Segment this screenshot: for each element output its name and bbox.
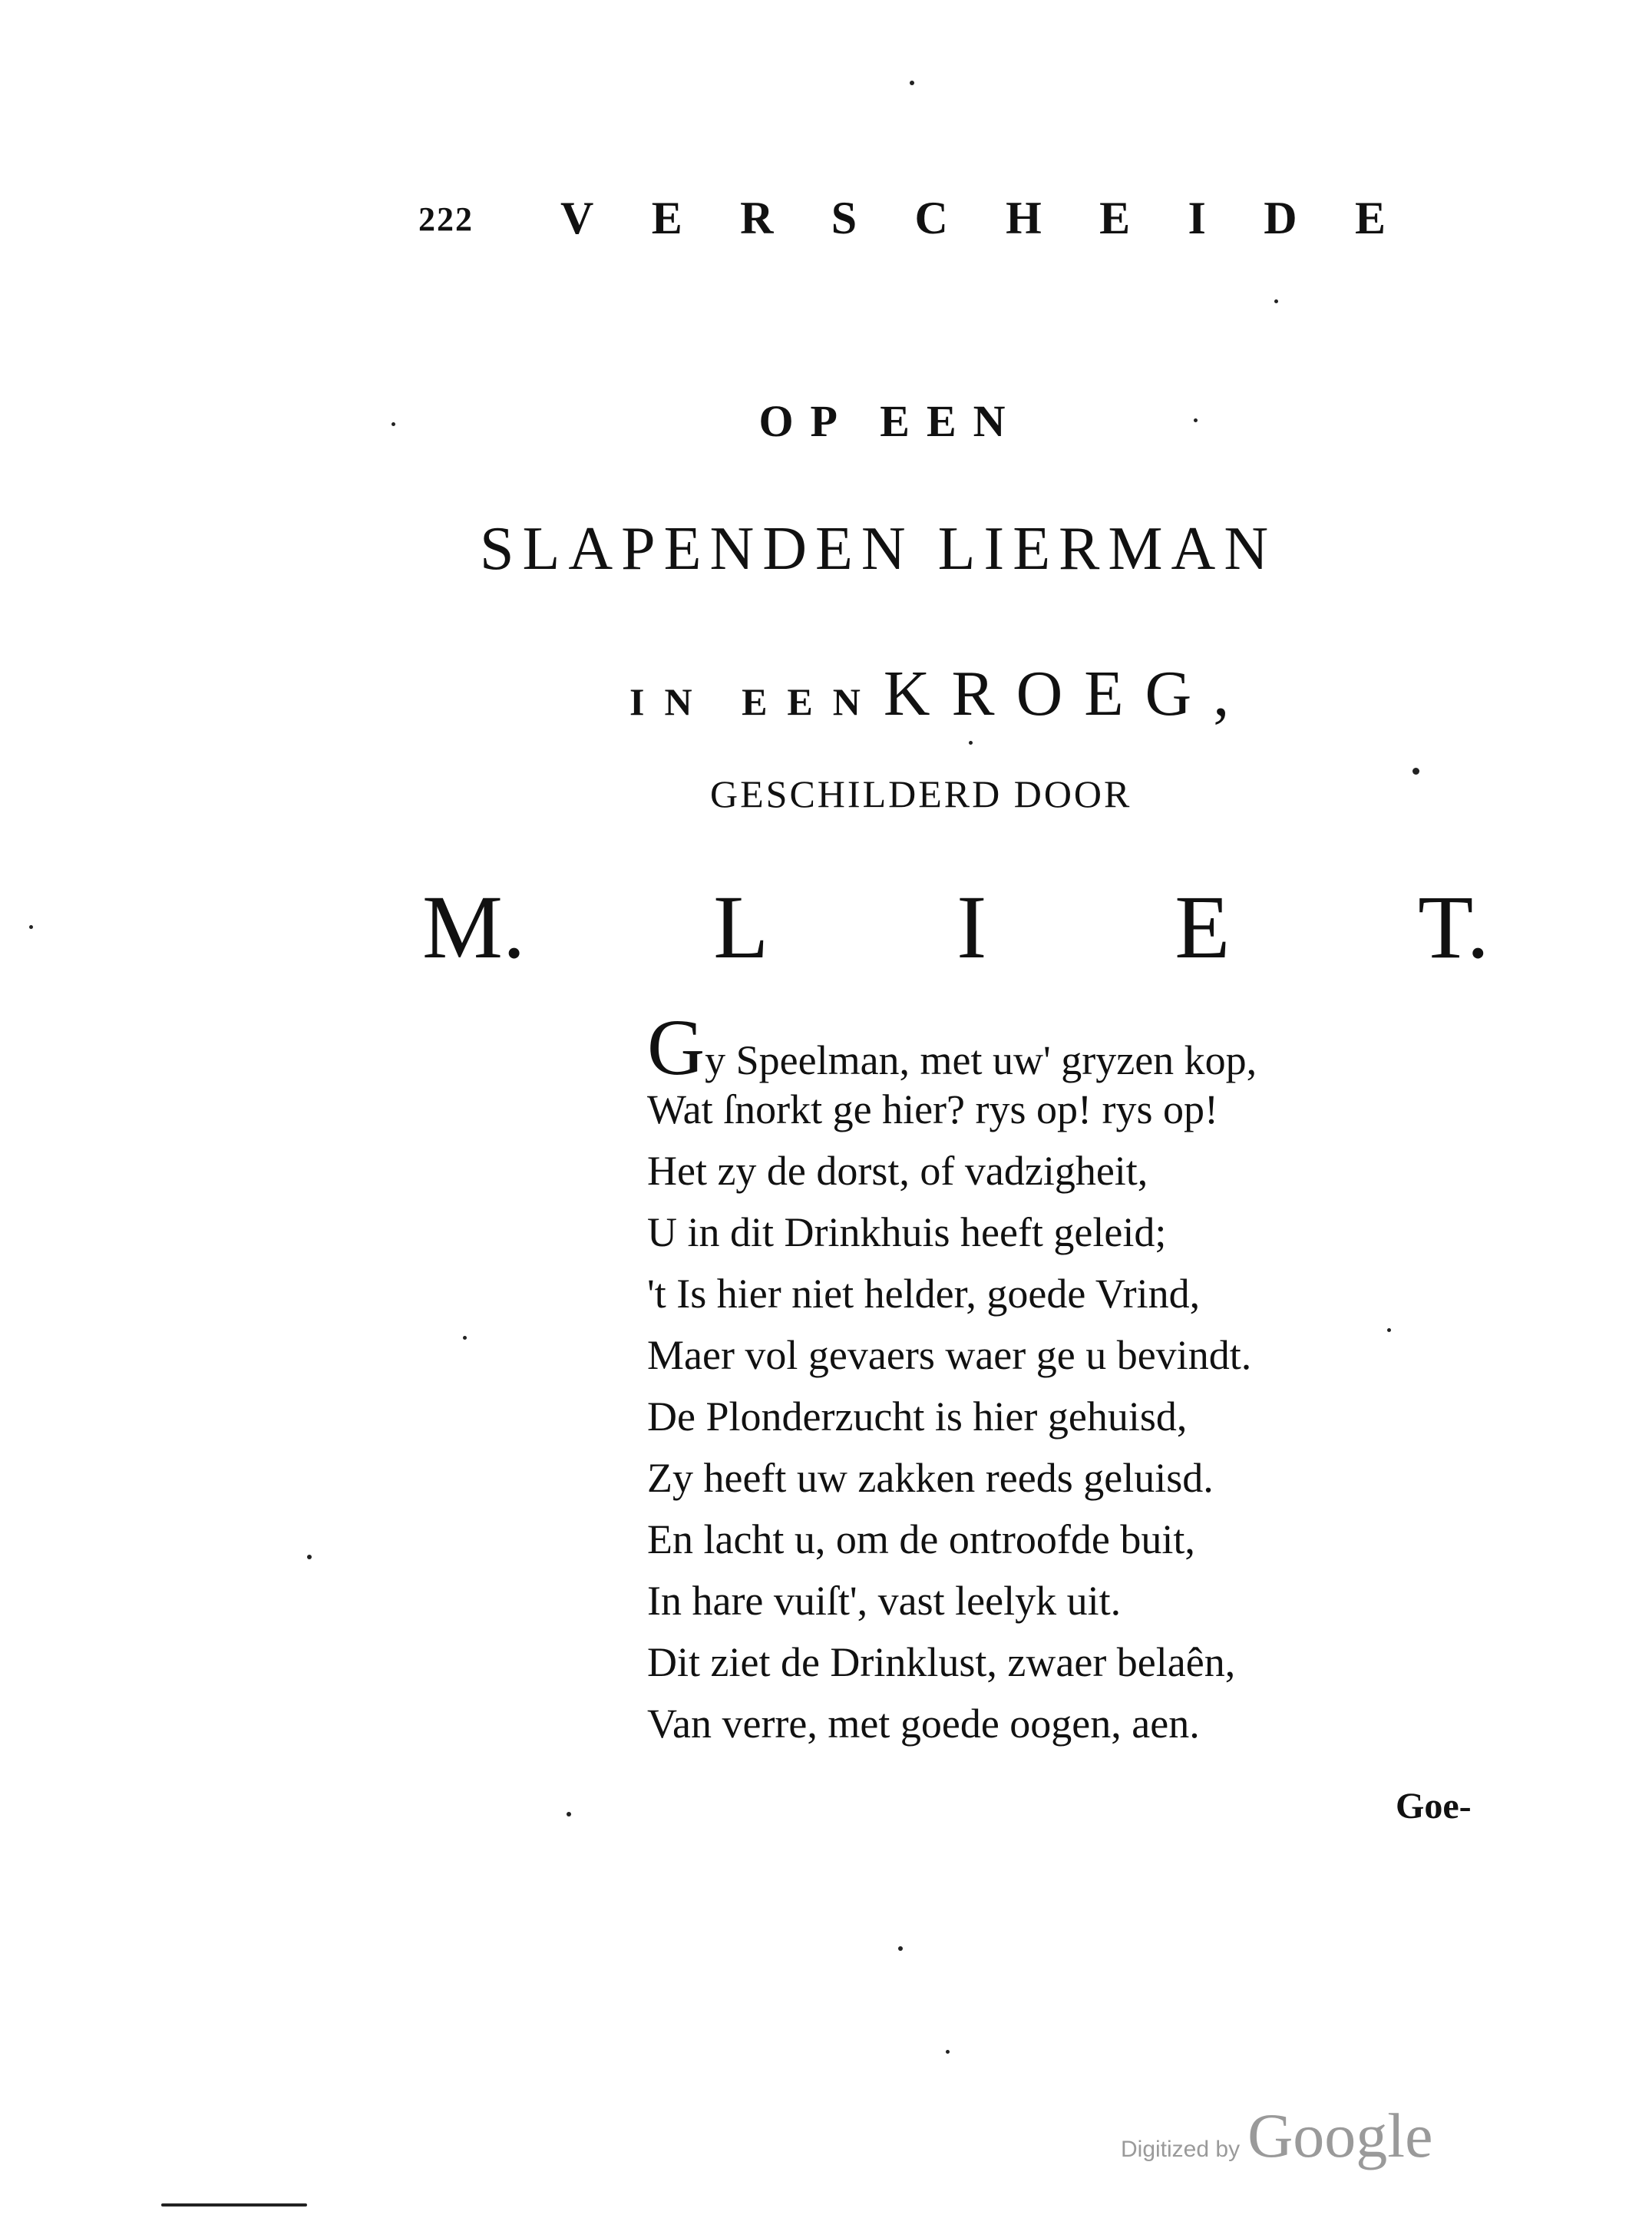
scan-speck (898, 1946, 903, 1951)
title-line-1: OP EEN (758, 396, 1023, 446)
poem-line (647, 1003, 1415, 1092)
watermark-prefix: Digitized by (1121, 2137, 1241, 2162)
scan-speck (910, 81, 914, 85)
poem-line: Het zy de dorst, of vadzigheit, (647, 1148, 1148, 1194)
scan-speck (392, 422, 395, 426)
poem-line: Dit ziet de Drinklust, zwaer belaên, (647, 1639, 1236, 1685)
scan-speck (1412, 768, 1419, 775)
running-title-letter: C (914, 193, 948, 243)
poem-line: Wat ſnorkt ge hier? rys op! rys op! (647, 1086, 1218, 1132)
running-head (418, 192, 1386, 253)
title-line-3 (629, 656, 1397, 731)
painter-letter: I (957, 877, 987, 977)
title-line-4: GESCHILDERD DOOR (710, 772, 1132, 815)
running-title (560, 192, 1386, 245)
painter-letter: E (1175, 877, 1231, 977)
running-title-letter: E (1354, 193, 1386, 243)
scan-speck (463, 1336, 467, 1340)
painter-letter: M. (422, 877, 526, 977)
poem-line: En lacht u, om de ontroofde buit, (647, 1516, 1195, 1562)
google-logo: Google (1247, 2101, 1433, 2170)
scan-speck (1274, 299, 1278, 303)
scan-speck (969, 741, 973, 745)
title-line-3-small: IN EEN (629, 680, 881, 723)
scan-speck (1387, 1328, 1391, 1332)
drop-cap: G (647, 1003, 705, 1092)
title-line-3-big: KROEG, (883, 658, 1251, 729)
scan-speck (29, 925, 33, 929)
running-title-letter: S (831, 193, 857, 243)
scan-speck (567, 1812, 571, 1816)
scan-speck (161, 2203, 307, 2207)
catchword: Goe- (1396, 1786, 1472, 1826)
poem-line: U in dit Drinkhuis heeft geleid; (647, 1209, 1167, 1255)
scan-speck (1194, 418, 1198, 422)
digitized-watermark (1121, 2100, 1432, 2172)
scan-speck (946, 2050, 950, 2054)
poem-line: Van verre, met goede oogen, aen. (647, 1701, 1200, 1747)
painter-letter: T. (1418, 877, 1489, 977)
running-title-letter: R (740, 193, 774, 243)
running-title-letter: E (651, 193, 682, 243)
poem-line: In hare vuiſt', vast leelyk uit. (647, 1578, 1122, 1624)
poem-line: Maer vol gevaers waer ge u bevindt. (647, 1332, 1252, 1378)
running-title-letter: D (1264, 193, 1297, 243)
scan-speck (307, 1555, 312, 1559)
poem-line: Zy heeft uw zakken reeds geluisd. (647, 1455, 1214, 1501)
painter-name (422, 875, 1489, 975)
running-title-letter: V (560, 193, 594, 243)
running-title-letter: I (1188, 193, 1206, 243)
poem-line: De Plonderzucht is hier gehuisd, (647, 1393, 1188, 1440)
page-number: 222 (418, 200, 474, 238)
running-title-letter: E (1099, 193, 1131, 243)
poem-first-line-text: y Speelman, met uw' gryzen kop, (705, 1037, 1257, 1083)
painter-letter: L (713, 877, 769, 977)
poem (647, 1003, 1415, 1754)
title-line-2: SLAPENDEN LIERMAN (480, 515, 1277, 583)
running-title-letter: H (1006, 193, 1042, 243)
poem-line: 't Is hier niet helder, goede Vrind, (647, 1271, 1201, 1317)
